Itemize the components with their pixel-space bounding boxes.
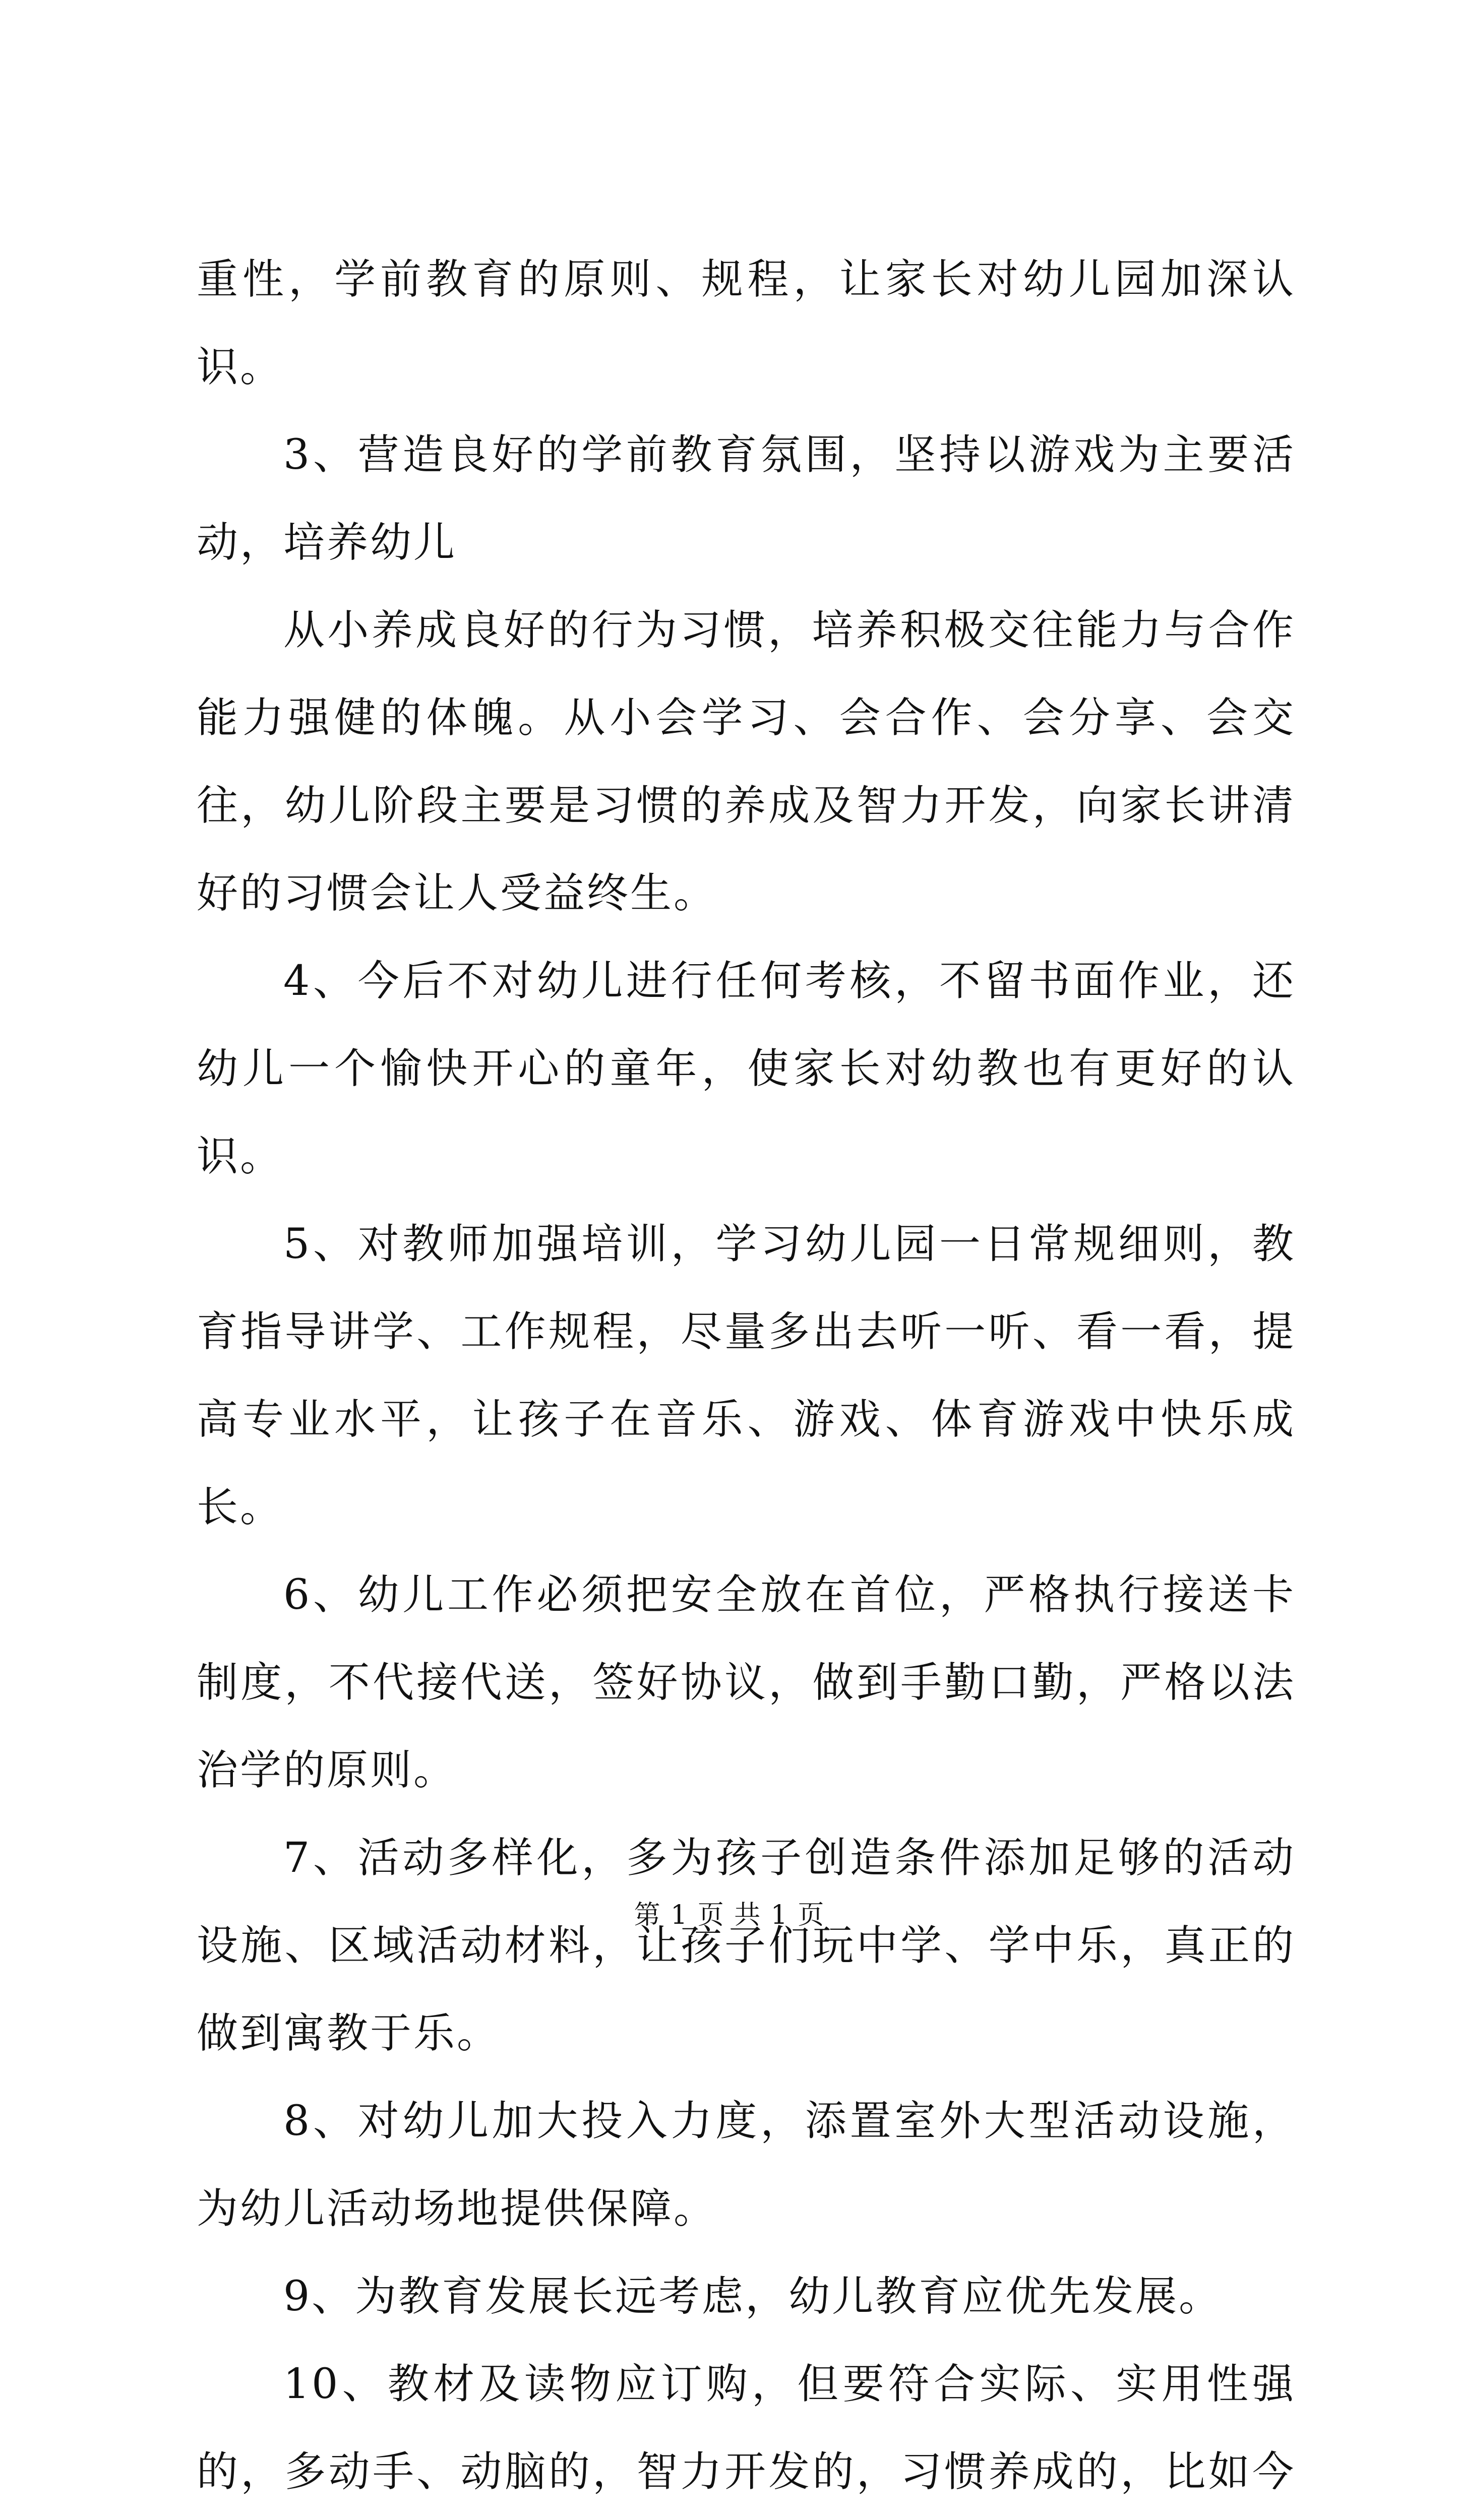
paragraph-6: 6、幼儿工作必须把安全放在首位，严格执行接送卡制度，不代接代送，签好协议，做到手勤口勤，严格以法治学的原则。 xyxy=(197,1571,1296,1794)
paragraph-4: 4、今后不对幼儿进行任何考核，不留书面作业，还幼儿一个愉快开心的童年，使家长对幼教也有更好的认识。 xyxy=(197,957,1296,1180)
paragraph-9: 9、为教育发展长远考虑，幼儿教育应优先发展。 xyxy=(283,2273,1223,2320)
paragraph-10: 10、教材及读物应订购，但要符合实际、实用性强的，多动手、动脑的，智力开发的，习惯养成的，比如今 xyxy=(197,2360,1296,2496)
paragraph-2: 3、营造良好的学前教育氛围，坚持以游戏为主要活动，培养幼儿 xyxy=(197,431,1296,566)
paragraph-1: 重性，学前教育的原则、规程，让家长对幼儿园加深认识。 xyxy=(197,256,1296,391)
paragraph-5: 5、对教师加强培训，学习幼儿园一日常规细则，教育指导讲学、工作规程，尽量多出去听一听、看一看，提高专业水平，让孩子在音乐、游戏、体育游戏中快乐成长。 xyxy=(197,1220,1296,1531)
page-footer: 第 1 页 共 1 页 xyxy=(634,1900,825,1930)
document-body xyxy=(197,236,1296,2520)
paragraph-8: 8、对幼儿加大投入力度，添置室外大型活动设施，为幼儿活动场地提供保障。 xyxy=(197,2097,1296,2233)
paragraph-3: 从小养成良好的行为习惯，培养积极交往能力与合作能力强健的体魄。从小会学习、会合作、会分享、会交往，幼儿阶段主要是习惯的养成及智力开发，向家长讲清好的习惯会让人受益终生。 xyxy=(197,606,1296,917)
paragraph-7: 7、活动多样化，多为孩子创造条件添加足够的活动设施、区域活动材料，让孩子们玩中学、学中乐，真正的做到寓教于乐。 xyxy=(197,1834,1296,2057)
